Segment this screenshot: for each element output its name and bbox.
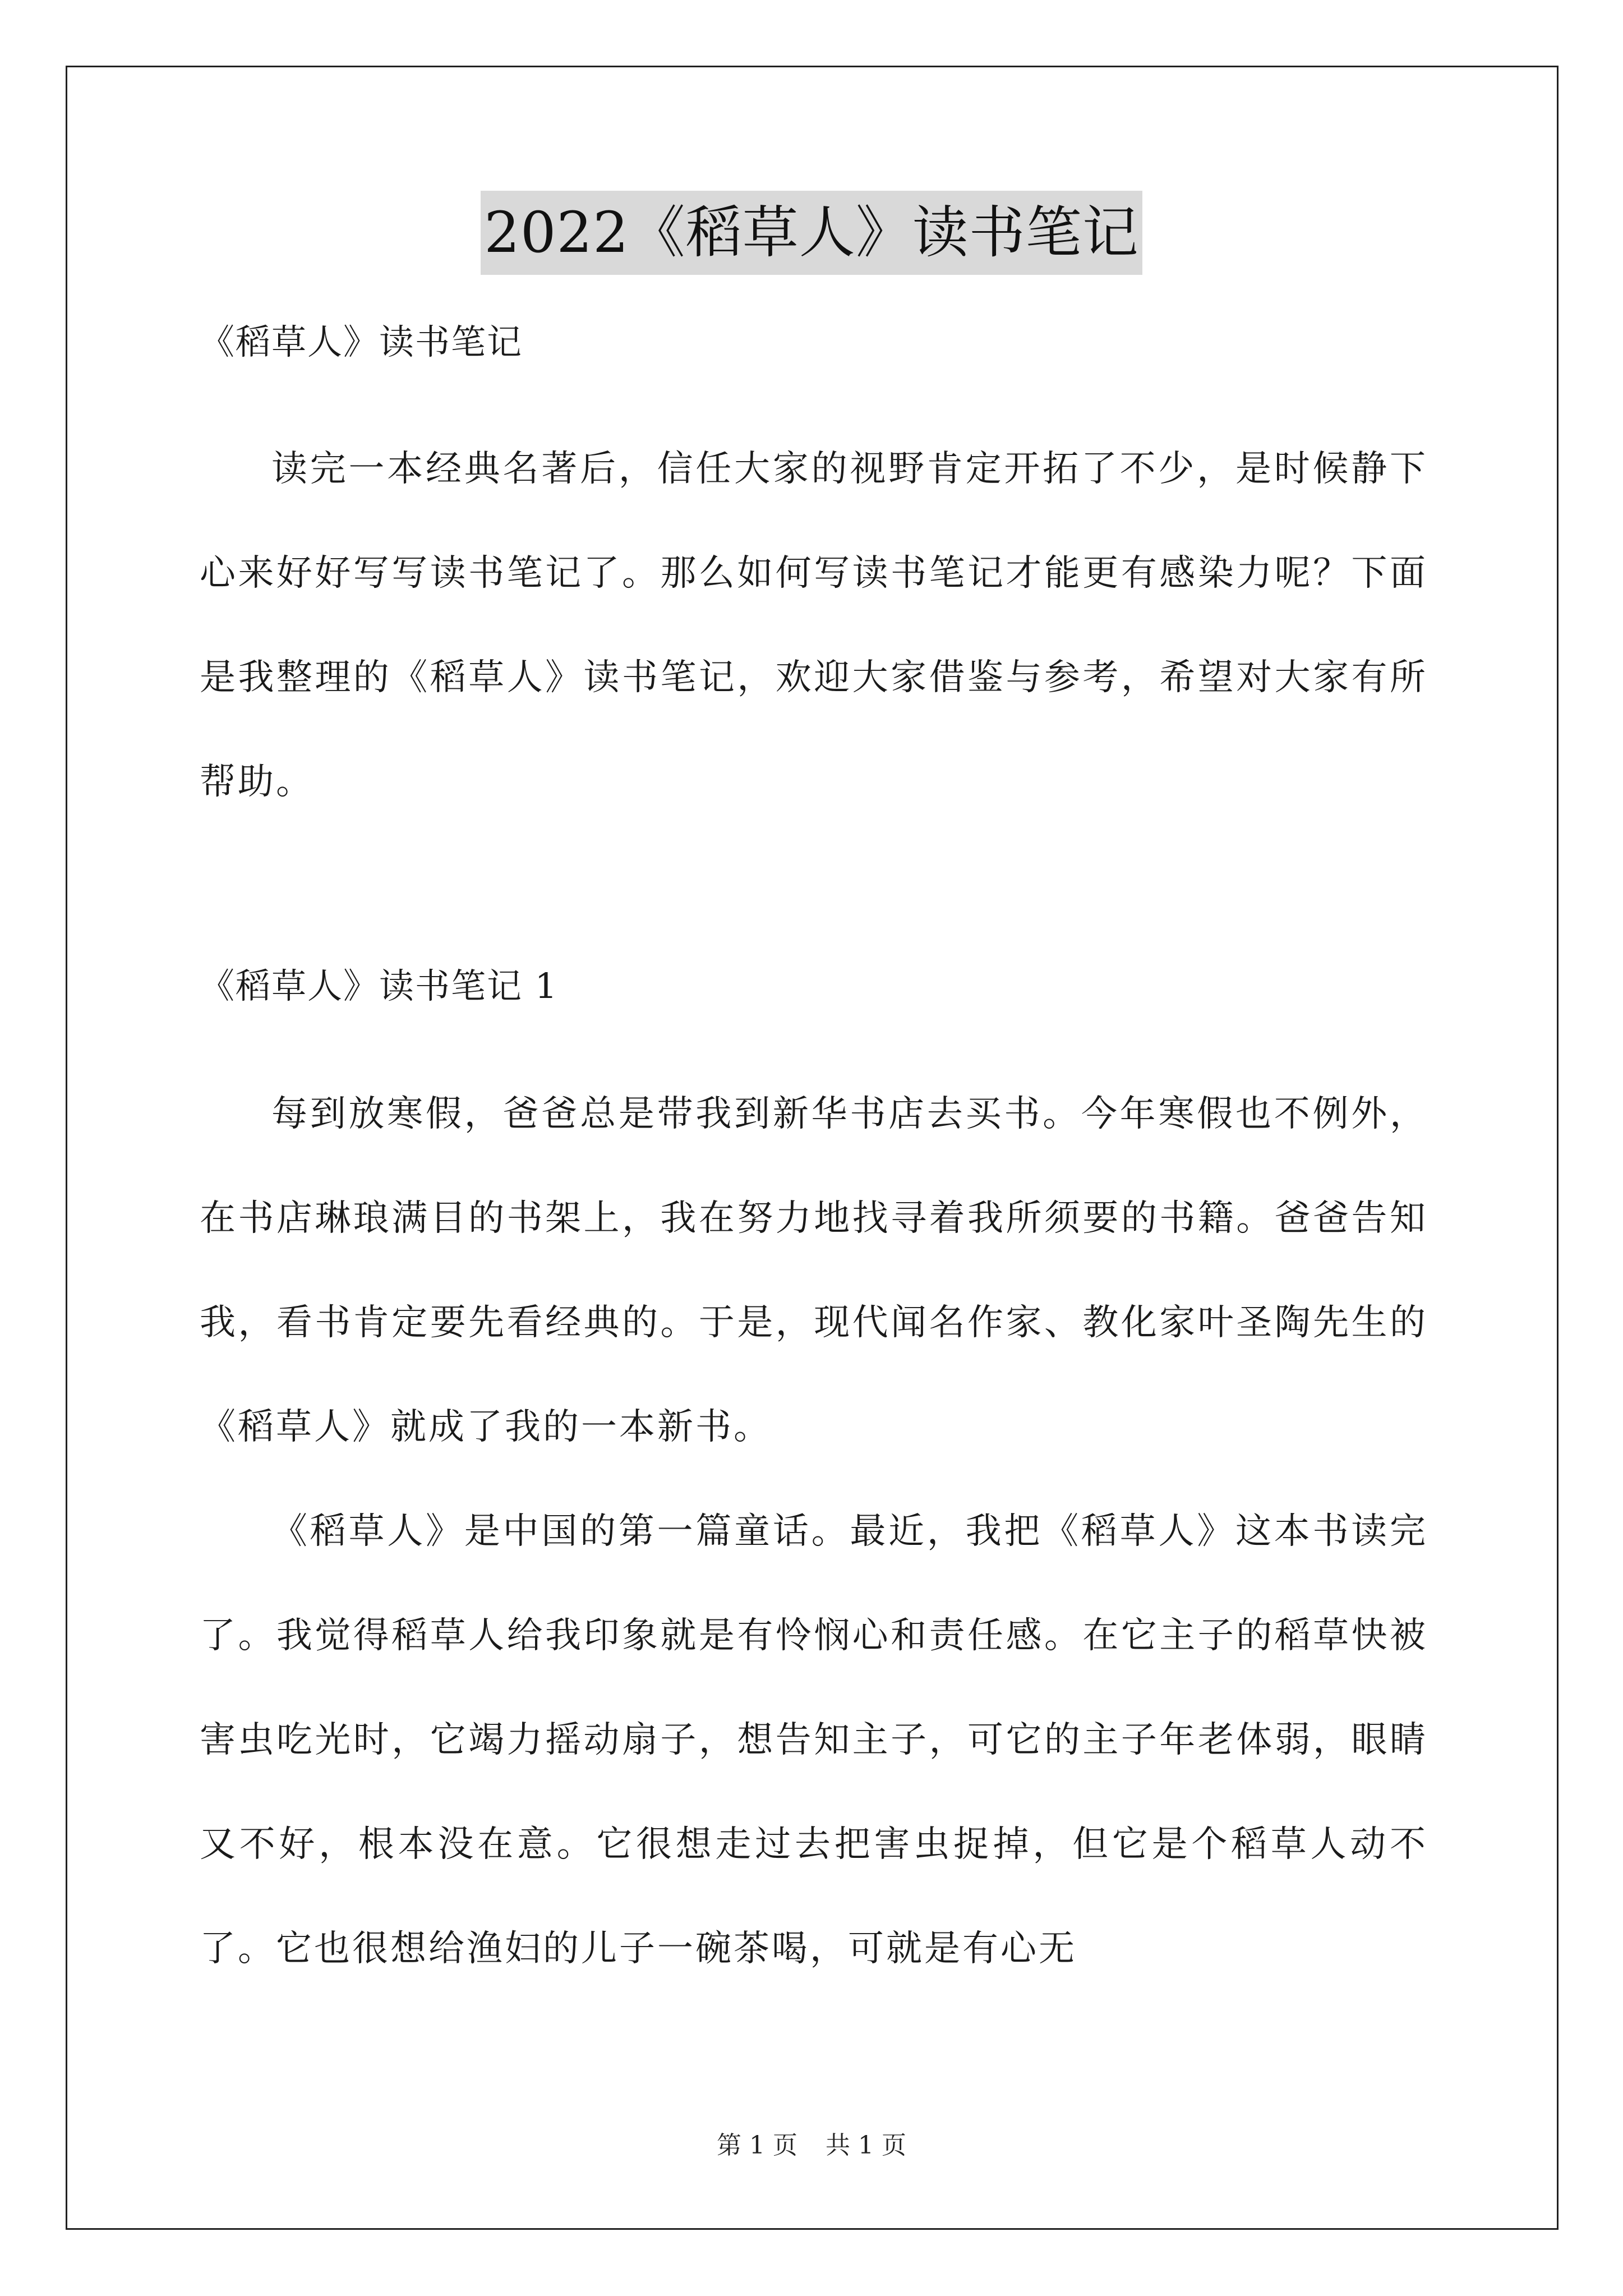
intro-heading: 《稻草人》读书笔记 (200, 321, 523, 362)
spacer (200, 1011, 1428, 1062)
spacer (200, 834, 1428, 961)
page-number: 第 1 页 (717, 2131, 797, 2160)
intro-paragraph: 读完一本经典名著后，信任大家的视野肯定开拓了不少，是时候静下心来好好写写读书笔记了。那么如何写读书笔记才能更有感染力呢？下面是我整理的《稻草人》读书笔记，欢迎大家借鉴与参考，希望对大家有所帮助。 (200, 448, 1428, 803)
spacer (200, 367, 1428, 417)
document-body (200, 317, 1428, 2001)
section1-paragraph: 每到放寒假，爸爸总是带我到新华书店去买书。今年寒假也不例外，在书店琳琅满目的书架上，我在努力地找寻着我所须要的书籍。爸爸告知我，看书肯定要先看经典的。于是，现代闻名作家、教化家叶圣陶先生的《稻草人》就成了我的一本新书。 (200, 1093, 1428, 1448)
document-title: 2022《稻草人》读书笔记 (481, 191, 1142, 275)
section1-heading: 《稻草人》读书笔记 1 (200, 965, 559, 1006)
title-container (0, 191, 1623, 275)
page-total: 共 1 页 (826, 2131, 906, 2160)
page-footer (0, 2129, 1623, 2162)
section1-paragraph: 《稻草人》是中国的第一篇童话。最近，我把《稻草人》这本书读完了。我觉得稻草人给我印象就是有怜悯心和责任感。在它主子的稻草快被害虫吃光时，它竭力摇动扇子，想告知主子，可它的主子年老体弱，眼睛又不好，根本没在意。它很想走过去把害虫捉掉，但它是个稻草人动不了。它也很想给渔妇的儿子一碗茶喝，可就是有心无 (200, 1511, 1428, 1970)
